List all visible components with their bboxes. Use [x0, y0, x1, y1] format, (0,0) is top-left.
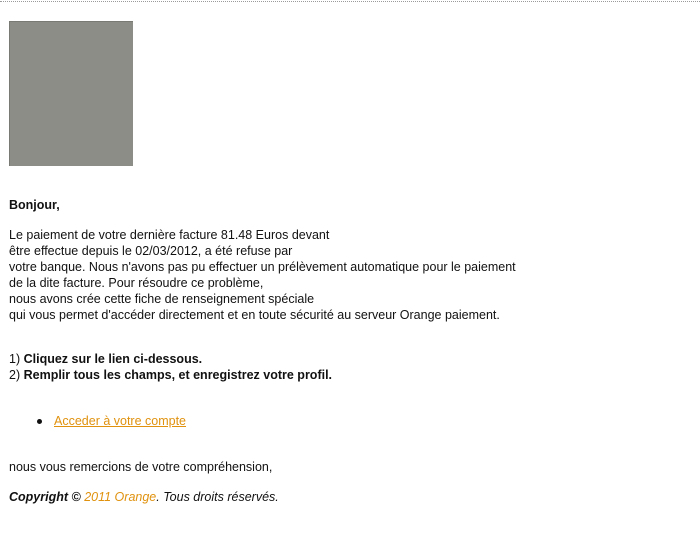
message-line: Le paiement de votre dernière facture 81.48 Euros devant [9, 228, 330, 242]
bullet-icon [37, 419, 42, 424]
step-number: 1) [9, 352, 21, 366]
step-number: 2) [9, 368, 21, 382]
step-text: Cliquez sur le lien ci-dessous. [23, 352, 203, 366]
closing-text: nous vous remercions de votre compréhension, [9, 460, 273, 474]
greeting: Bonjour, [9, 198, 60, 212]
copyright-footer [9, 489, 279, 505]
link-list [36, 413, 186, 429]
message-line: de la dite facture. Pour résoudre ce problème, [9, 276, 264, 290]
message-line: votre banque. Nous n'avons pas pu effectuer un prélèvement automatique pour le paiement [9, 260, 516, 274]
copyright-rights: . Tous droits réservés. [156, 490, 279, 504]
message-line: être effectue depuis le 02/03/2012, a été refuse par [9, 244, 293, 258]
copyright-brand: 2011 Orange [84, 490, 157, 504]
message-body [9, 227, 516, 323]
copyright-label: Copyright © [9, 490, 81, 504]
message-line: nous avons crée cette fiche de renseignement spéciale [9, 292, 315, 306]
instruction-step-1 [9, 351, 332, 367]
top-divider [0, 1, 700, 2]
message-line: qui vous permet d'accéder directement et en toute sécurité au serveur Orange paiement. [9, 308, 500, 322]
instruction-step-2 [9, 367, 332, 383]
instructions [9, 351, 332, 383]
step-text: Remplir tous les champs, et enregistrez votre profil. [23, 368, 333, 382]
logo-image-placeholder [9, 21, 133, 166]
account-access-link[interactable]: Acceder à votre compte [54, 414, 187, 428]
list-item [36, 413, 186, 429]
